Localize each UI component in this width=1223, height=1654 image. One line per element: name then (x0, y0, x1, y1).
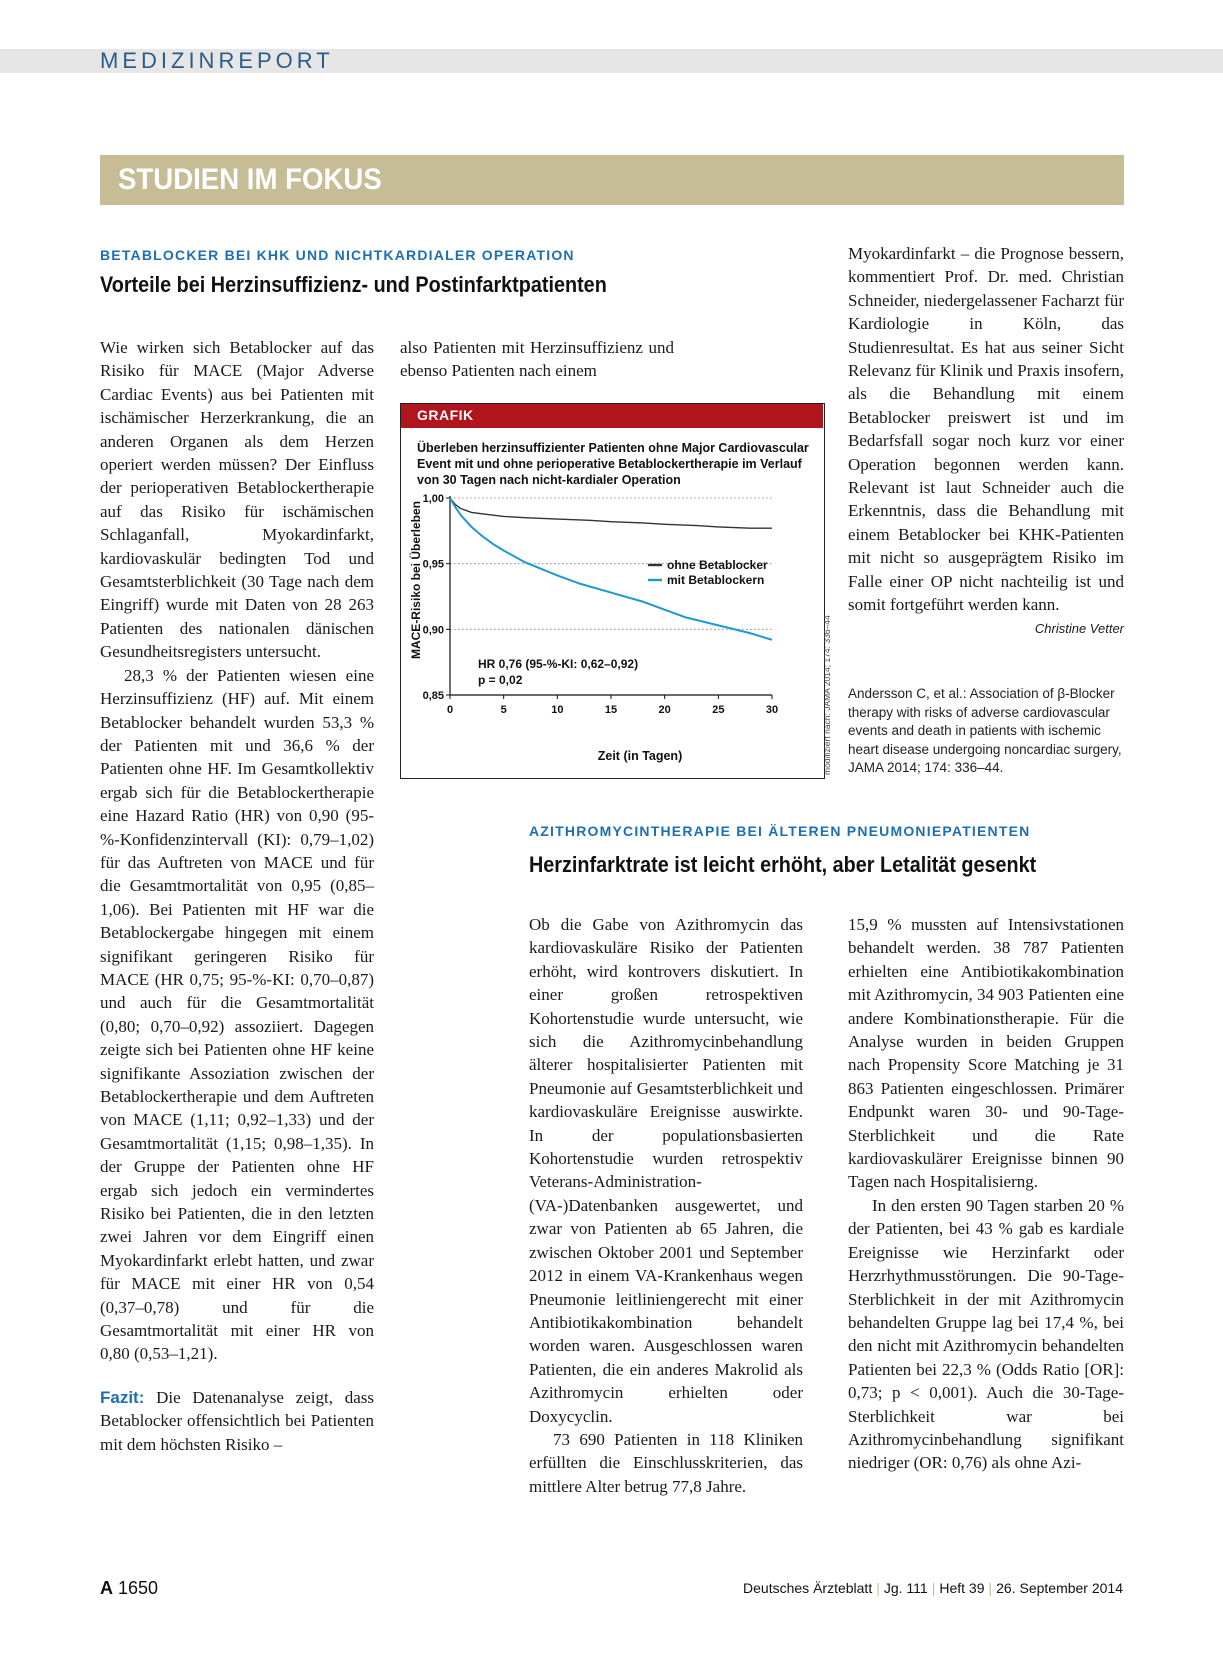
band-title: STUDIEN IM FOKUS (118, 163, 382, 196)
journal-info: Deutsches Ärzteblatt | Jg. 111 | Heft 39 | 26. September 2014 (743, 1580, 1123, 1596)
article2-column-2 (848, 913, 1124, 1475)
series-line-ohne-betablocker (450, 498, 772, 528)
legend-label: ohne Betablocker (667, 558, 768, 572)
author-name: Christine Vetter (1034, 620, 1124, 636)
article1-headline: Vorteile bei Herzinsuffizienz- und Postinfarktpatienten (100, 272, 607, 297)
y-tick-label: 0,95 (422, 558, 444, 571)
article2-column-1 (529, 913, 803, 1498)
legend-label: mit Betablockern (667, 573, 765, 587)
x-tick-label: 20 (658, 704, 671, 716)
page-prefix: A (100, 1578, 113, 1598)
chart-label: GRAFIK (417, 407, 474, 423)
journal-date: 26. September 2014 (996, 1580, 1123, 1596)
x-tick-label: 5 (500, 704, 507, 716)
chart-axes (423, 493, 779, 716)
y-axis-label: MACE-Risiko bei Überleben (409, 500, 423, 660)
page-number (100, 1578, 158, 1599)
y-tick-label: 0,85 (422, 690, 444, 702)
x-tick-label: 0 (446, 704, 454, 716)
article2-paragraph-2: 73 690 Patienten in 118 Kliniken erfüllten die Einschlusskriterien, das mittlere Alter betrug 77,8 Jahre. (529, 1429, 803, 1496)
article1-paragraph-1: Wie wirken sich Betablocker auf das Risiko für MACE (Major Adverse Cardiac Events) aus bei Patienten mit ischämischer Herzerkrankung, die an anderen Organen als dem Herzen operiert werden müssen? Der Einfluss der perioperativen Betablockertherapie auf das Risiko für ischämischen Schlaganfall, Myokardinfarkt, kardiovaskulär bedingten Tod und Gesamtsterblichkeit (30 Tage nach dem Eingriff) wurde mit Daten von 28 263 Patienten des nationalen dänischen Gesundheitsregisters untersucht. (100, 338, 374, 662)
article1-paragraph-2: 28,3 % der Patienten wiesen eine Herzinsuffizienz (HF) auf. Mit einem Betablocker behandelt wurden 53,3 % der Patienten mit und 36,6 % der Patienten ohne HF. Im Gesamtkollektiv ergab sich für die Betablockertherapie eine Hazard Ratio (HR) von 0,90 (95-%-Konfidenzintervall (KI): 0,79–1,02) für das Auftreten von MACE und für die Gesamtmortalität von 0,95 (0,85–1,06). Bei Patienten mit HF war die Betablockergabe hingegen mit einem signifikant geringeren Risiko für MACE (HR 0,75; 95-%-KI: 0,70–0,87) und auch für die Gesamtmortalität (0,80; 0,70–0,92) assoziiert. Dagegen zeigte sich bei Patienten ohne HF keine signifikante Assoziation zwischen der Betablockertherapie und dem Auftreten von MACE (1,11; 0,92–1,33) und der Gesamtmortalität (1,15; 0,98–1,35). In der Gruppe der Patienten ohne HF ergab sich jedoch ein vermindertes Risiko bei Patienten, die in den letzten zwei Jahren vor dem Eingriff einen Myokardinfarkt erlebt hatten, und zwar für MACE mit einer HR von 0,54 (0,37–0,78) und für die Gesamtmortalität mit einer HR von 0,80 (0,53–1,21). (100, 665, 374, 1364)
journal-volume: Jg. 111 (883, 1580, 928, 1596)
journal-name: Deutsches Ärzteblatt (743, 1580, 873, 1596)
page-number-value: 1650 (118, 1578, 159, 1598)
article1-column-3 (848, 242, 1124, 640)
article1-column-3-text (848, 242, 1124, 636)
x-tick-label: 30 (765, 704, 779, 716)
article2-headline: Herzinfarktrate ist leicht erhöht, aber Letalität gesenkt (529, 852, 1037, 877)
article1-comment-text: Myokardinfarkt – die Prognose bessern, kommentiert Prof. Dr. med. Christian Schneider, niedergelassener Facharzt für Kardiologie in Köln, das Studienresultat. Es hat aus seiner Sicht Relevanz für Klinik und Praxis insofern, als die Behandlung mit einem Betablocker preiswert ist und im Bedarfsfall sogar noch kurz vor einer Operation begonnen werden kann. Relevant ist laut Schneider auch die Erkenntnis, dass die Behandlung mit einem Betablocker bei KHK-Patienten mit nicht so ausgeprägtem Risiko im Falle einer OP nicht nachteilig ist und somit fortgeführt werden kann. (848, 244, 1124, 615)
article2-kicker: AZITHROMYCINTHERAPIE BEI ÄLTEREN PNEUMONIEPATIENTEN (529, 823, 1031, 839)
survival-chart (400, 490, 823, 775)
article1-column-2-text: also Patienten mit Herzinsuffizienz und ebenso Patienten nach einem (400, 338, 674, 381)
fazit-label: Fazit: (100, 1387, 145, 1407)
article2-paragraph-3: 15,9 % mussten auf Intensivstationen behandelt werden. 38 787 Patienten erhielten eine Antibiotikakombination mit Azithromycin, 34 903 Patienten eine andere Kombinationstherapie. Für die Analyse wurden in beiden Gruppen nach Propensity Score Matching je 31 863 Patienten eingeschlossen. Primärer Endpunkt waren 30- und 90-Tage-Sterblichkeit und die Rate kardiovaskulärer Ereignisse binnen 90 Tagen nach Hospitalisierng. (848, 915, 1124, 1192)
p-value-annotation: p = 0,02 (478, 673, 523, 687)
article1-column-2 (400, 336, 674, 383)
article2-paragraph-1: Ob die Gabe von Azithromycin das kardiovaskuläre Risiko der Patienten erhöht, wird kontrovers diskutiert. In einer großen retrospektiven Kohortenstudie wurde untersucht, wie sich die Azithromycinbehandlung älterer hospitalisierter Patienten mit Pneumonie auf Gesamtsterblichkeit und kardiovaskuläre Ereignisse auswirkte. In der populationsbasierten Kohortenstudie wurden retrospektiv Veterans-Administration-(VA-)Datenbanken ausgewertet, und zwar von Patienten ab 65 Jahren, die zwischen Oktober 2001 und September 2012 in einem VA-Krankenhaus wegen Pneumonie leitliniengerecht mit einer Antibiotikakombination behandelt worden waren. Ausgeschlossen waren Patienten, die ein anderes Makrolid als Azithromycin erhielten oder Doxycyclin. (529, 915, 803, 1426)
y-tick-label: 0,90 (422, 624, 444, 637)
chart-source-note (822, 615, 836, 775)
x-tick-label: 15 (604, 704, 618, 716)
chart-title: Überleben herzinsuffizienter Patienten ohne Major Cardiovascular Event mit und ohne perioperative Betablockertherapie im Verlauf von 30 Tagen nach nicht-kardialer Operation (417, 441, 809, 487)
chart-source-text: modifiziert nach: JAMA 2014; 174: 336–44 (822, 615, 832, 775)
reference-citation: Andersson C, et al.: Association of β-Blocker therapy with risks of adverse cardiovascular events and death in patients with ischemic heart disease undergoing noncardiac surgery, JAMA 2014; 174: 336–44. (848, 686, 1122, 775)
chart-legend (648, 558, 768, 587)
fazit-text: Die Datenanalyse zeigt, dass Betablocker offensichtlich bei Patienten mit dem höchsten Risiko – (100, 1387, 374, 1454)
article2-paragraph-4: In den ersten 90 Tagen starben 20 % der Patienten, bei 43 % gab es kardiale Ereignisse wie Herzinfarkt oder Herzrhythmusstörungen. Die 90-Tage-Sterblichkeit in der mit Azithromycin behandelten Gruppe lag bei 17,4 %, bei den nicht mit Azithromycin behandelten Patienten bei 22,3 % (Odds Ratio [OR]: 0,73; p < 0,001). Auch die 30-Tage-Sterblichkeit war bei Azithromycinbehandlung signifikant niedriger (OR: 0,76) als ohne Azi- (848, 1195, 1124, 1473)
y-tick-label: 1,00 (422, 493, 444, 505)
x-axis-label: Zeit (in Tagen) (597, 749, 683, 763)
x-tick-label: 25 (712, 704, 725, 716)
x-tick-label: 10 (551, 704, 564, 716)
article1-fazit (100, 1386, 374, 1456)
journal-issue: Heft 39 (939, 1580, 985, 1596)
chart-header (401, 404, 823, 428)
section-label: MEDIZINREPORT (100, 48, 334, 73)
article1-column-1 (100, 336, 374, 1456)
hr-annotation: HR 0,76 (95-%-KI: 0,62–0,92) (478, 657, 639, 671)
article1-kicker: BETABLOCKER BEI KHK UND NICHTKARDIALER OPERATION (100, 247, 575, 263)
